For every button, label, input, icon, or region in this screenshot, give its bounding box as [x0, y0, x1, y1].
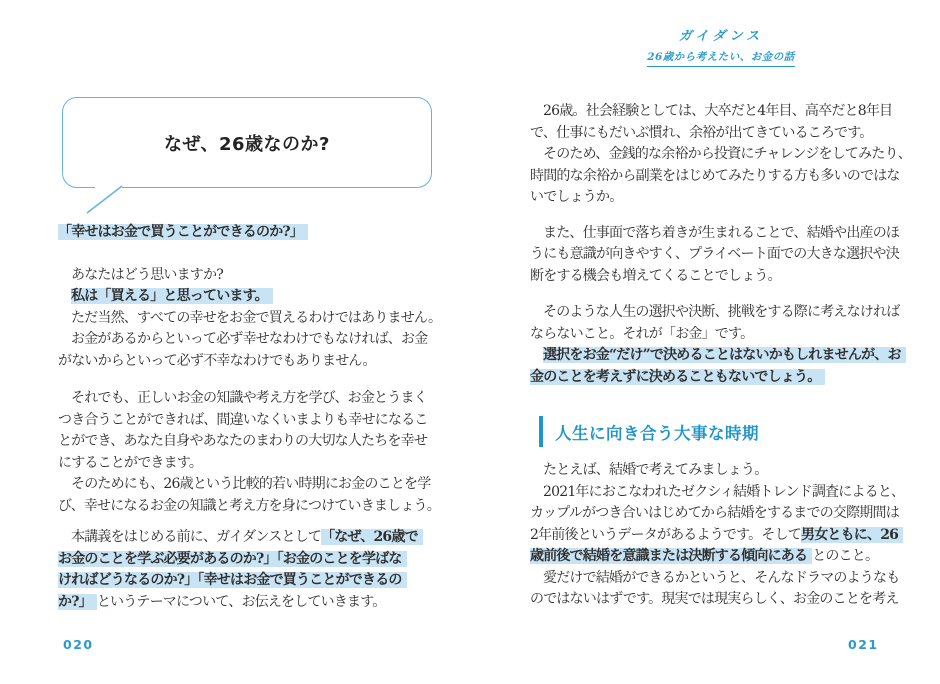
body-text: いでしょうか。 [530, 189, 623, 205]
body-text: のではないはずです。現実では現実らしく、お金のことを考え [530, 591, 899, 607]
highlighted-text: か?」 [58, 594, 97, 610]
body-text: つき合うことができれば、間違いなくいまよりも幸せになるこ [58, 411, 428, 428]
text-line [58, 431, 468, 453]
highlighted-text: お金のことを学ぶ必要があるのか?」「お金のことを学ばな [58, 551, 407, 567]
text-line [530, 144, 925, 166]
text-line [58, 410, 468, 432]
body-text: 愛だけで結婚ができるかというと、そんなドラマのようなも [543, 569, 900, 586]
text-line [530, 568, 925, 590]
highlighted-text: 歳前後で結婚を意識または決断する傾向にある [530, 548, 812, 564]
body-text: 本講義をはじめる前に、ガイダンスとして [71, 529, 322, 545]
body-text: そのためにも、26歳という比較的若い時期にお金のことを学 [71, 476, 431, 492]
speech-bubble [62, 97, 432, 188]
text-line [58, 527, 468, 549]
text-line [58, 570, 468, 592]
body-text: 2年前後というデータがあるようです。そして [530, 526, 801, 543]
right-page-body-top [530, 101, 925, 388]
text-line [58, 592, 468, 614]
text-line [58, 496, 468, 518]
text-line [530, 266, 925, 288]
chapter-title: ガイダンス [678, 29, 764, 44]
left-page-body [58, 222, 468, 613]
body-text: また、仕事面で落ち着きが生まれることで、結婚や出産のほ [543, 224, 900, 241]
text-line [58, 308, 468, 330]
section-heading [539, 416, 759, 447]
text-line [530, 187, 925, 209]
body-text: カップルがつき合いはじめてから結婚をするまでの交際期間は [530, 505, 899, 521]
text-line [530, 345, 925, 367]
text-line [530, 503, 925, 525]
body-text: そのため、金銭的な余裕から投資にチャレンジをしてみたり、 [543, 146, 911, 162]
text-line [530, 324, 925, 346]
body-text: お金があるからといって必ず幸せなわけでもなければ、お金 [71, 331, 428, 347]
text-line [530, 223, 925, 245]
body-text: がないからといって必ず不幸なわけでもありません。 [58, 352, 376, 369]
page-number-right: 021 [848, 637, 879, 652]
body-text: それでも、正しいお金の知識や考え方を学び、お金とうまく [71, 390, 427, 406]
highlighted-text: 選択をお金“だけ”で決めることはないかもしれませんが、お [543, 347, 906, 363]
text-line [530, 589, 925, 611]
text-line [58, 474, 468, 496]
text-line [530, 244, 925, 266]
text-line [58, 388, 468, 410]
text-line [58, 351, 468, 373]
body-text: で、仕事にもだいぶ慣れ、余裕が出てきているころです。 [530, 124, 873, 141]
body-text: 26歳。社会経験としては、大卒だと4年目、高卒だと8年目 [543, 103, 893, 119]
body-text: 2021年におこなわれたゼクシィ結婚トレンド調査によると、 [543, 483, 905, 500]
body-text: とのこと。 [812, 548, 879, 564]
body-text: というテーマについて、お伝えをしていきます。 [96, 593, 386, 610]
body-text: 断をする機会も増えてくることでしょう。 [530, 267, 781, 284]
text-line [530, 546, 925, 568]
text-line [58, 286, 468, 308]
running-head [644, 29, 798, 67]
body-text: ならないこと。それが「お金」です。 [530, 325, 754, 342]
body-text: とができ、あなた自身やあなたのまわりの大切な人たちを幸せ [58, 433, 428, 449]
text-line [530, 101, 925, 123]
text-line [530, 460, 925, 482]
text-line [530, 525, 925, 547]
text-line [58, 265, 468, 287]
text-line [530, 367, 925, 389]
page-number-left: 020 [63, 637, 94, 652]
body-text: び、幸せになるお金の知識と考え方を身につけていきましょう。 [58, 497, 440, 514]
section-heading-label: 人生に向き合う大事な時期 [555, 423, 759, 443]
body-text: そのような人生の選択や決断、挑戦をする際に考えなければ [543, 304, 900, 320]
body-text: にすることができます。 [58, 454, 203, 471]
speech-bubble-tail-icon [84, 185, 126, 215]
highlighted-text: 金のことを考えずに決めることもないでしょう。 [530, 369, 825, 385]
speech-bubble-title: なぜ、26歳なのか? [164, 133, 330, 155]
text-line [58, 549, 468, 571]
highlighted-text: ければどうなるのか?」「幸せはお金で買うことができるの [58, 572, 407, 588]
body-text: ただ当然、すべての幸せをお金で買えるわけではありません。 [71, 309, 442, 326]
highlighted-text: 私は「買える」と思っています。 [71, 288, 273, 304]
body-text: うにも意識が向きやすく、プライベート面での大きな選択や決 [530, 246, 899, 262]
highlighted-text: 「なぜ、26歳で [321, 529, 423, 545]
text-line [58, 222, 468, 244]
highlighted-text: 「幸せはお金で買うことができるのか?」 [58, 224, 308, 240]
body-text: あなたはどう思いますか? [71, 266, 223, 283]
text-line [530, 482, 925, 504]
book-subtitle: 26歳から考えたい、お金の話 [647, 51, 795, 67]
text-line [530, 302, 925, 324]
body-text: 時間的な余裕から副業をはじめてみたりする方も多いのではな [530, 167, 900, 184]
text-line [58, 453, 468, 475]
text-line [530, 123, 925, 145]
right-page-body-bottom [530, 460, 925, 611]
body-text: たとえば、結婚で考えてみましょう。 [543, 462, 768, 478]
text-line [530, 166, 925, 188]
text-line [58, 329, 468, 351]
highlighted-text: 男女ともに、26 [801, 527, 903, 543]
